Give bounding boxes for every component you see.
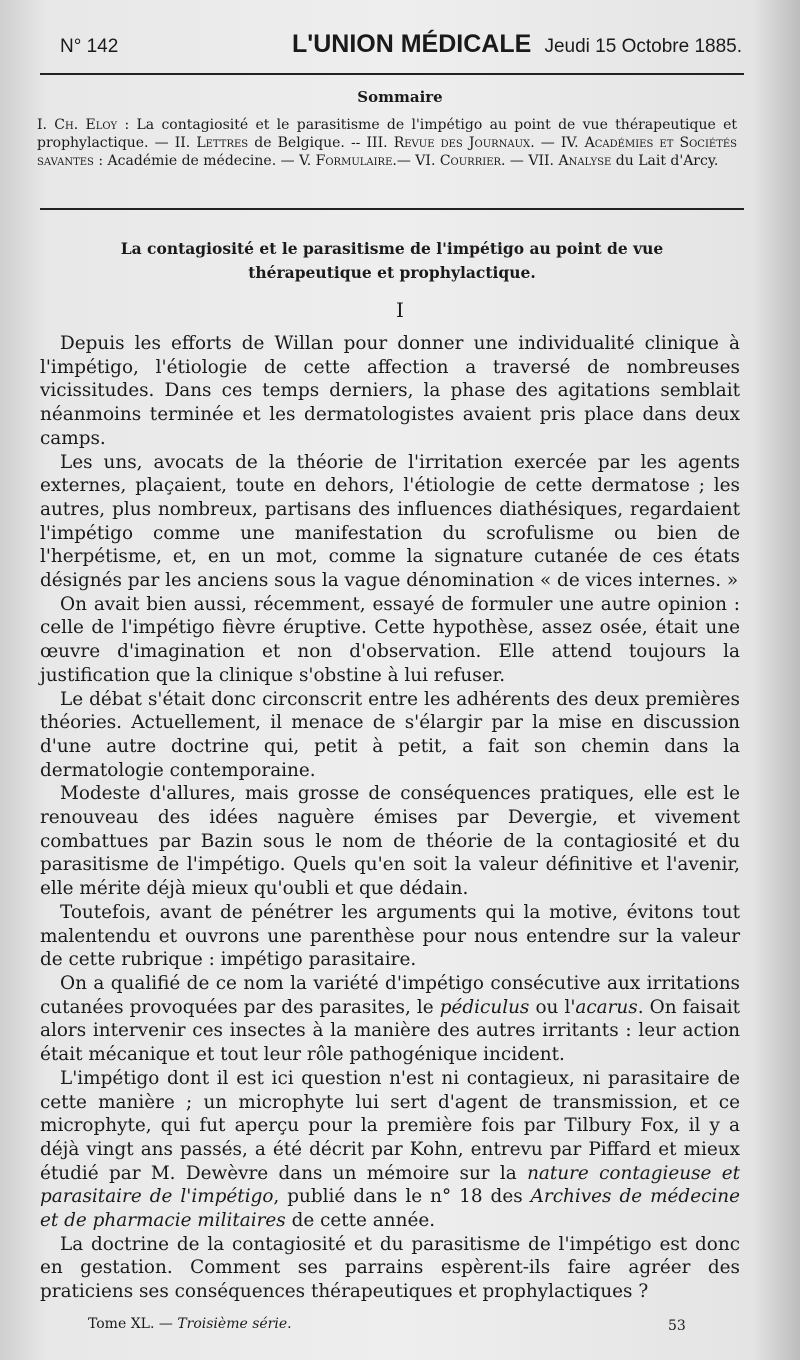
sommaire-rule: [40, 208, 744, 210]
sommaire-item-heading: Lettres: [196, 135, 249, 151]
article-body: [40, 332, 740, 1304]
article-title: [40, 237, 744, 285]
paragraph-1: Depuis les efforts de Willan pour donner une individualité clinique à l'impétigo, l'étiologie de cette affection a traversé de nombreuses vicissitudes. Dans ces temps derniers, la phase des agitations semblait néanmoins terminée et les dermatologistes avaient pris place dans deux camps.: [40, 333, 740, 449]
pediculus-term: pédiculus: [439, 996, 530, 1018]
paragraph-8-text-a: L'impétigo dont il est ici question n'est ni contagieux, ni parasitaire de cette manière ; un microphyte lui sert d'agent de transmission, et ce microphyte, qui fut aperçu pour la première fois par Tilbury Fox, il y a déjà vingt ans passés, a été décrit par Kohn, entrevu par Piffard et mieux étudié par M. Dewèvre dans un mémoire sur la: [40, 1067, 740, 1184]
header-rule: [40, 73, 744, 75]
sommaire-list: [37, 116, 737, 170]
sommaire-item-number: IV.: [560, 135, 579, 151]
article-title-line2: thérapeutique et prophylactique.: [248, 263, 536, 282]
sommaire-item-text: de Belgique. --: [248, 135, 367, 151]
sommaire-item-number: II.: [174, 135, 191, 151]
paragraph-8-text-e: de cette année.: [285, 1210, 436, 1232]
acarus-term: acarus: [575, 996, 638, 1018]
sommaire-item-number: VII.: [528, 153, 555, 169]
paragraph-3: On avait bien aussi, récemment, essayé de formuler une autre opinion : celle de l'impétigo fièvre éruptive. Cette hypothèse, assez osée, était une œuvre d'imagination et non d'observation. Elle attend toujours la justification que la clinique s'obstine à lui refuser.: [40, 593, 740, 686]
sommaire-item-number: VI.: [415, 153, 436, 169]
paragraph-2: Les uns, avocats de la théorie de l'irritation exercée par les agents externes, plaçaient, toute en dehors, l'étiologie de cette dermatose ; les autres, plus nombreux, partisans des influences diathésiques, regardaient l'impétigo comme une manifestation du scrofulisme ou bien de l'herpétisme, et, en un mot, comme la signature cutanée de ces états désignés par les anciens sous la vague dénomination « de vices internes. »: [40, 451, 740, 592]
sommaire-item-text: : La contagiosité et le parasitisme de l'impétigo au point de vue thérapeutique et prophylactique. —: [37, 117, 737, 151]
sommaire-item-heading: Ch. Eloy: [54, 117, 118, 133]
sommaire-item-heading: Courrier: [439, 153, 502, 169]
series-label: Troisième série.: [177, 1316, 292, 1332]
sommaire-item-heading: Formulaire: [315, 153, 393, 169]
paragraph-4: Le débat s'était donc circonscrit entre les adhérents des deux premières théories. Actuellement, il menace de s'élargir par la mise en discussion d'une autre doctrine qui, petit à petit, a fait son chemin dans la dermatologie contemporaine.: [40, 688, 740, 781]
section-number: I: [396, 298, 404, 322]
sommaire-item-text: du Lait d'Arcy.: [611, 153, 719, 169]
paragraph-6: Toutefois, avant de pénétrer les arguments qui la motive, évitons tout malentendu et ouvrons une parenthèse pour nous entendre sur la valeur de cette rubrique : impétigo parasitaire.: [40, 901, 740, 971]
page-number: 53: [668, 1318, 686, 1334]
sommaire-item-number: I.: [37, 117, 47, 133]
footer-volume: [88, 1316, 292, 1332]
volume-label: Tome XL. —: [88, 1316, 178, 1332]
paragraph-7-text-e: . On faisait alors intervenir ces insectes à la manière des autres irritants : leur action était mécanique et tout leur rôle pathogénique incident.: [40, 996, 740, 1066]
archives-title: Archives de médecine et de pharmacie militaires: [40, 1186, 740, 1232]
paragraph-9: La doctrine de la contagiosité et du parasitisme de l'impétigo est donc en gestation. Comment ses parrains espèrent-ils faire agréer des praticiens ses conséquences thérapeutiques et prophylactiques ?: [40, 1233, 740, 1303]
sommaire-item-number: V.: [299, 153, 312, 169]
paragraph-7: [40, 972, 740, 1067]
page-header: [30, 30, 742, 66]
sommaire-item-text: . —: [530, 135, 561, 151]
sommaire-item-text: . —: [501, 153, 529, 169]
paragraph-7-text-c: ou l': [529, 996, 576, 1018]
sommaire-item-heading: Analyse: [558, 153, 612, 169]
memoir-title: nature contagieuse et parasitaire de l'impétigo: [40, 1162, 740, 1208]
sommaire-item-heading: Revue des Journaux: [393, 135, 531, 151]
sommaire-item-text: .—: [392, 153, 416, 169]
issue-date: Jeudi 15 Octobre 1885.: [544, 36, 742, 57]
issue-number: N° 142: [60, 36, 119, 57]
paragraph-5: Modeste d'allures, mais grosse de conséquences pratiques, elle est le renouveau des idées naguère émises par Devergie, et vivement combattues par Bazin sous le nom de théorie de la contagiosité et du parasitisme de l'impétigo. Quels qu'en soit la valeur définitive et l'avenir, elle mérite déjà mieux qu'oubli et que dédain.: [40, 783, 740, 900]
journal-title: L'UNION MÉDICALE: [292, 30, 532, 58]
article-title-line1: La contagiosité et le parasitisme de l'impétigo au point de vue: [120, 239, 664, 258]
paragraph-8-text-c: , publié dans le n° 18 des: [273, 1186, 531, 1208]
paragraph-8: [40, 1067, 740, 1233]
sommaire-item-text: : Académie de médecine. —: [93, 153, 300, 169]
sommaire-title: Sommaire: [357, 88, 443, 106]
sommaire-item-number: III.: [366, 135, 388, 151]
sommaire-item-heading: Académies et Sociétés savantes: [37, 135, 738, 169]
paragraph-7-text-a: On a qualifié de ce nom la variété d'impétigo consécutive aux irritations cutanées provoquées par des parasites, le: [40, 972, 740, 1018]
